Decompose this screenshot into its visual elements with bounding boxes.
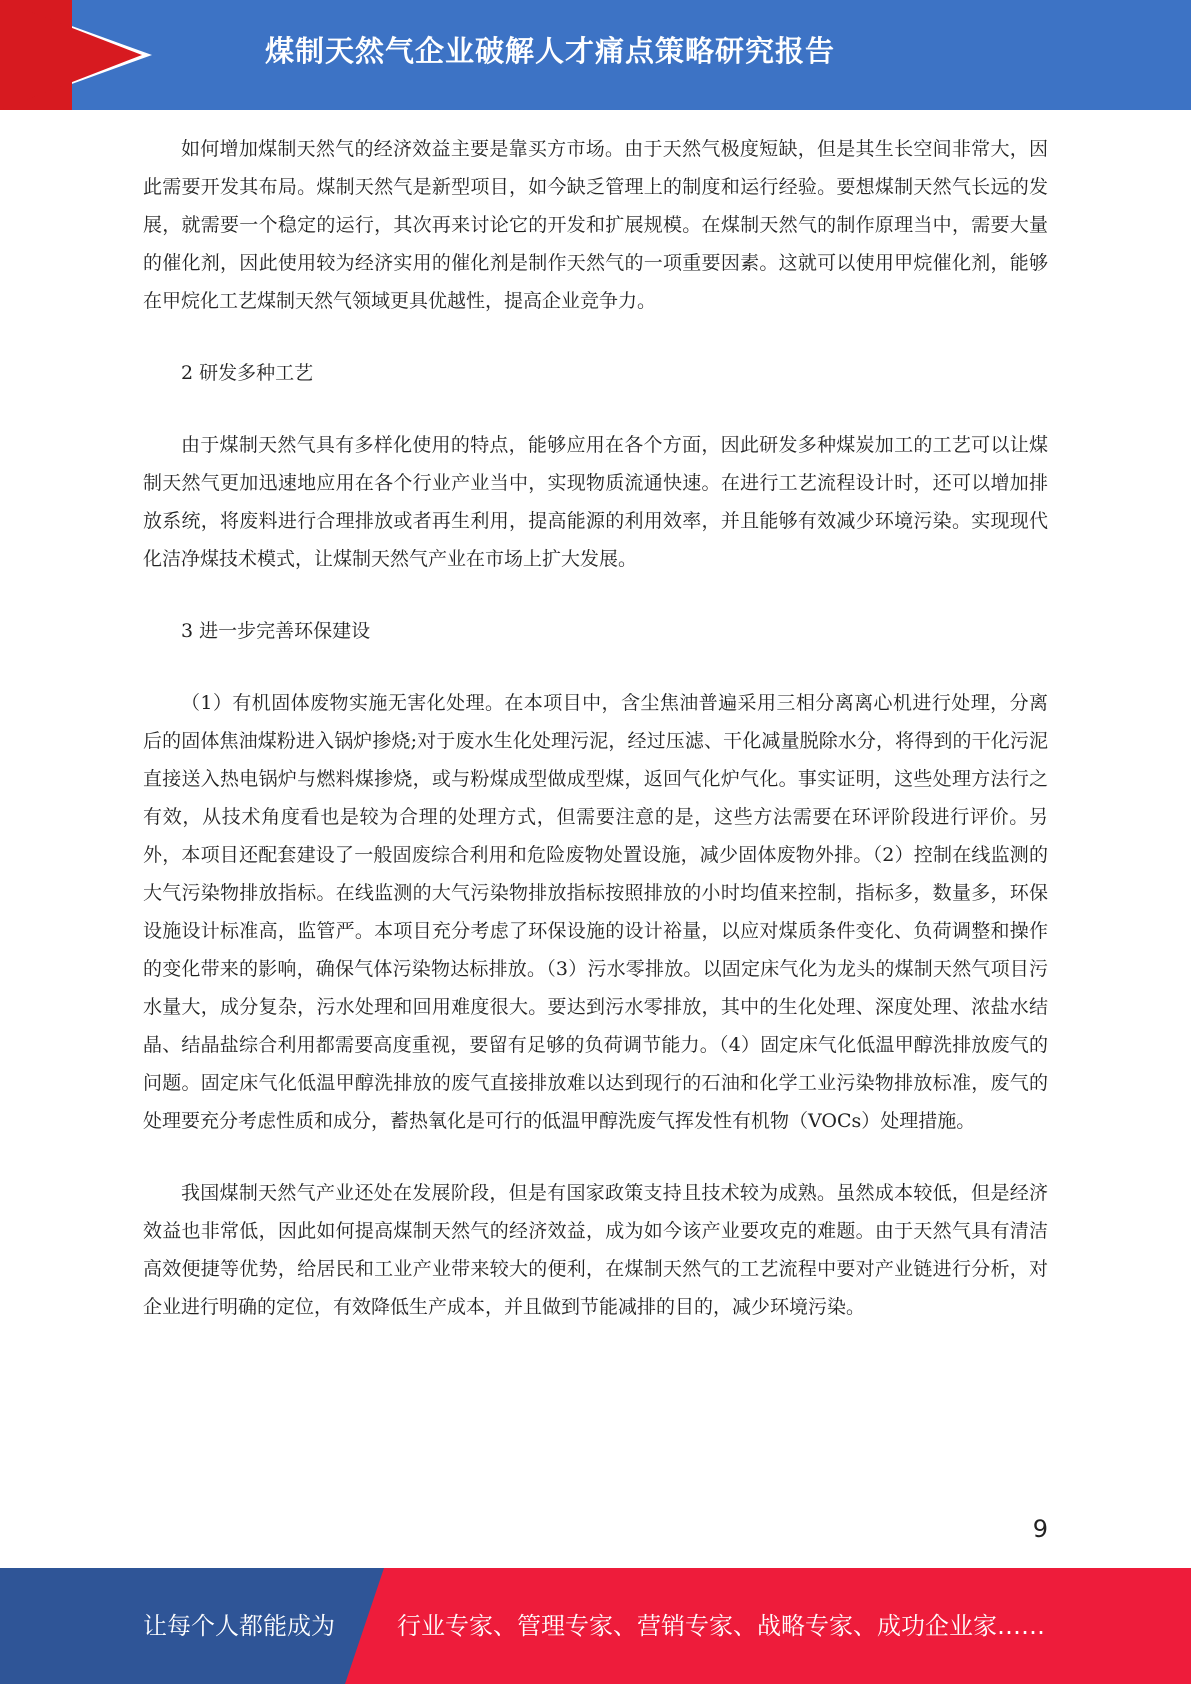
page-footer xyxy=(0,1568,1191,1684)
paragraph-conclusion: 我国煤制天然气产业还处在发展阶段，但是有国家政策支持且技术较为成熟。虽然成本较低，但是经济效益也非常低，因此如何提高煤制天然气的经济效益，成为如今该产业要攻克的难题。由于天然气具有清洁高效便捷等优势，给居民和工业产业带来较大的便利，在煤制天然气的工艺流程中要对产业链进行分析，对企业进行明确的定位，有效降低生产成本，并且做到节能减排的目的，减少环境污染。 xyxy=(143,1182,1048,1318)
paragraph-environmental-protection: （1）有机固体废物实施无害化处理。在本项目中，含尘焦油普遍采用三相分离离心机进行处理，分离后的固体焦油煤粉进入锅炉掺烧;对于废水生化处理污泥，经过压滤、干化减量脱除水分，将得到的干化污泥直接送入热电锅炉与燃料煤掺烧，或与粉煤成型做成型煤，返回气化炉气化。事实证明，这些处理方法行之有效，从技术角度看也是较为合理的处理方式，但需要注意的是，这些方法需要在环评阶段进行评价。另外，本项目还配套建设了一般固废综合利用和危险废物处置设施，减少固体废物外排。（2）控制在线监测的大气污染物排放指标。在线监测的大气污染物排放指标按照排放的小时均值来控制，指标多，数量多，环保设施设计标准高，监管严。本项目充分考虑了环保设施的设计裕量，以应对煤质条件变化、负荷调整和操作的变化带来的影响，确保气体污染物达标排放。（3）污水零排放。以固定床气化为龙头的煤制天然气项目污水量大，成分复杂，污水处理和回用难度很大。要达到污水零排放，其中的生化处理、深度处理、浓盐水结晶、结晶盐综合利用都需要高度重视，要留有足够的负荷调节能力。（4）固定床气化低温甲醇洗排放废气的问题。固定床气化低温甲醇洗排放的废气直接排放难以达到现行的石油和化学工业污染物排放标准，废气的处理要充分考虑性质和成分，蓄热氧化是可行的低温甲醇洗废气挥发性有机物（VOCs）处理措施。 xyxy=(143,692,1048,1132)
paragraph-economic-benefit: 如何增加煤制天然气的经济效益主要是靠买方市场。由于天然气极度短缺，但是其生长空间非常大，因此需要开发其布局。煤制天然气是新型项目，如今缺乏管理上的制度和运行经验。要想煤制天然气长远的发展，就需要一个稳定的运行，其次再来讨论它的开发和扩展规模。在煤制天然气的制作原理当中，需要大量的催化剂，因此使用较为经济实用的催化剂是制作天然气的一项重要因素。这就可以使用甲烷催化剂，能够在甲烷化工艺煤制天然气领域更具优越性，提高企业竞争力。 xyxy=(143,138,1048,312)
report-title: 煤制天然气企业破解人才痛点策略研究报告 xyxy=(265,34,836,68)
header-arrow-icon xyxy=(0,0,142,110)
footer-slogan-right: 行业专家、管理专家、营销专家、战略专家、成功企业家…… xyxy=(397,1612,1045,1640)
section-heading-2: 2 研发多种工艺 xyxy=(181,362,314,384)
paragraph-process-development: 由于煤制天然气具有多样化使用的特点，能够应用在各个方面，因此研发多种煤炭加工的工艺可以让煤制天然气更加迅速地应用在各个行业产业当中，实现物质流通快速。在进行工艺流程设计时，还可以增加排放系统，将废料进行合理排放或者再生利用，提高能源的利用效率，并且能够有效减少环境污染。实现现代化洁净煤技术模式，让煤制天然气产业在市场上扩大发展。 xyxy=(143,434,1048,570)
section-heading-3: 3 进一步完善环保建设 xyxy=(181,620,371,642)
footer-slogan-left: 让每个人都能成为 xyxy=(143,1612,335,1640)
page-header xyxy=(0,0,1191,110)
page-number: 9 xyxy=(1032,1515,1048,1543)
document-body xyxy=(143,130,1048,1360)
